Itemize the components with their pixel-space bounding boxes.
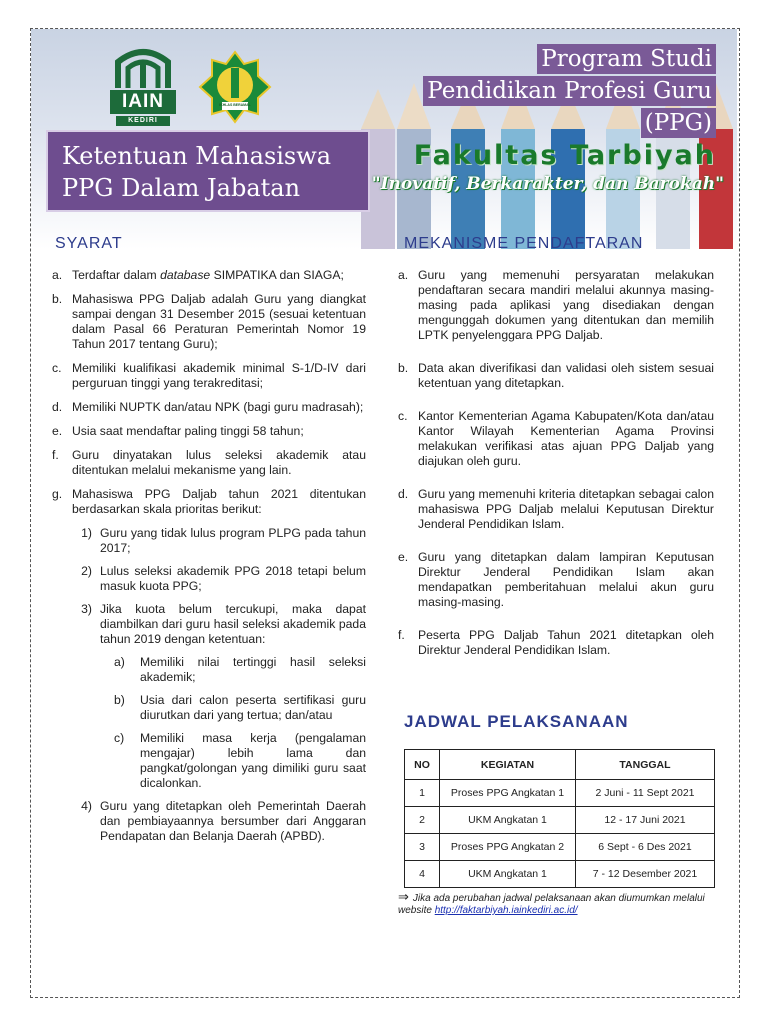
mekanisme-item: e. Guru yang ditetapkan dalam lampiran Keputusan Direktur Jenderal Pendidikan Islam akan mendapatkan pemberitahuan melalui akun guru masing-masing. — [398, 550, 714, 609]
syarat-heading: SYARAT — [55, 235, 123, 252]
mekanisme-item: c. Kantor Kementerian Agama Kabupaten/Kota dan/atau Kantor Wilayah Kementerian Agama Provinsi melakukan verifikasi atas ajuan PPG Daljab yang diajukan oleh guru. — [398, 409, 714, 468]
mekanisme-list — [398, 268, 714, 667]
mekanisme-item: a. Guru yang memenuhi persyaratan melakukan pendaftaran secara mandiri melalui akunnya masing-masing pada aplikasi yang disediakan dengan mengunggah dokumen yang ditentukan dan memilih LPTK penyelenggara PPG Daljab. — [398, 268, 714, 342]
table-row — [405, 807, 715, 834]
document-title-line1: Ketentuan Mahasiswa — [62, 142, 332, 170]
priority-item: 1) Guru yang tidak lulus program PLPG pada tahun 2017; — [81, 526, 366, 555]
syarat-item: c. Memiliki kualifikasi akademik minimal S-1/D-IV dari perguruan tinggi yang terakreditasi; — [52, 361, 366, 390]
schedule-note-text: Jika ada perubahan jadwal pelaksanaan akan diumumkan melalui website — [398, 893, 705, 916]
criteria-item: a) Memiliki nilai tertinggi hasil seleksi akademik; — [114, 655, 366, 684]
document-title-line2: PPG Dalam Jabatan — [62, 174, 301, 202]
mekanisme-item: b. Data akan diverifikasi dan validasi oleh sistem sesuai ketentuan yang ditetapkan. — [398, 361, 714, 390]
mekanisme-item: f. Peserta PPG Daljab Tahun 2021 ditetapkan oleh Direktur Jenderal Pendidikan Islam. — [398, 628, 714, 657]
program-line3: (PPG) — [641, 108, 716, 138]
table-cell: UKM Angkatan 1 — [440, 807, 576, 834]
priority-item: 3) Jika kuota belum tercukupi, maka dapat diambilkan dari guru hasil seleksi akademik pada tahun 2019 dengan ketentuan: — [81, 602, 366, 646]
syarat-list — [52, 268, 366, 852]
syarat-item: f. Guru dinyatakan lulus seleksi akademik atau ditentukan melalui mekanisme yang lain. — [52, 448, 366, 477]
jadwal-heading: JADWAL PELAKSANAAN — [404, 712, 629, 731]
column-header: NO — [405, 750, 440, 780]
mekanisme-item: d. Guru yang memenuhi kriteria ditetapkan sebagai calon mahasiswa PPG Daljab melalui Keputusan Direktur Jenderal Pendidikan Islam. — [398, 487, 714, 531]
table-cell: 3 — [405, 834, 440, 861]
table-cell: 12 - 17 Juni 2021 — [576, 807, 715, 834]
program-line1: Program Studi — [537, 44, 716, 74]
table-header-row — [405, 750, 715, 780]
criteria-item: b) Usia dari calon peserta sertifikasi guru diurutkan dari yang tertua; dan/atau — [114, 693, 366, 722]
document-title-box — [46, 130, 370, 212]
table-cell: 7 - 12 Desember 2021 — [576, 861, 715, 888]
table-row — [405, 834, 715, 861]
program-line2: Pendidikan Profesi Guru — [423, 76, 716, 106]
table-cell: 4 — [405, 861, 440, 888]
column-header: KEGIATAN — [440, 750, 576, 780]
table-cell: 2 Juni - 11 Sept 2021 — [576, 780, 715, 807]
priority-sublist — [52, 526, 366, 844]
iain-logo — [108, 44, 178, 128]
schedule-note — [398, 891, 718, 917]
syarat-item: a. Terdaftar dalam database SIMPATIKA dan SIAGA; — [52, 268, 344, 282]
table-row — [405, 780, 715, 807]
iain-logo-subtext: KEDIRI — [128, 117, 158, 124]
mekanisme-heading: MEKANISME PENDAFTARAN — [404, 235, 644, 252]
column-header: TANGGAL — [576, 750, 715, 780]
criteria-sublist — [72, 655, 366, 791]
priority-item: 4) Guru yang ditetapkan oleh Pemerintah Daerah dan pembiayaannya bersumber dari Anggaran Pendapatan dan Belanja Daerah (APBD). — [81, 799, 366, 843]
syarat-item: g. Mahasiswa PPG Daljab tahun 2021 ditentukan berdasarkan skala prioritas berikut: — [52, 487, 366, 516]
table-cell: UKM Angkatan 1 — [440, 861, 576, 888]
table-cell: 2 — [405, 807, 440, 834]
table-cell: 1 — [405, 780, 440, 807]
iain-logo-text: IAIN — [122, 91, 164, 112]
syarat-item: e. Usia saat mendaftar paling tinggi 58 tahun; — [52, 424, 304, 438]
faculty-motto: "Inovatif, Berkarakter, dan Barokah" — [371, 174, 724, 194]
kemenag-logo-text: IKHLAS BERAMAL — [219, 103, 251, 107]
syarat-item: b. Mahasiswa PPG Daljab adalah Guru yang diangkat sampai dengan 31 Desember 2015 (sesuai ketentuan dalam Pasal 66 Peraturan Pemerintah Nomor 19 Tahun 2017 tentang Guru); — [52, 292, 366, 351]
faculty-name: Fakultas Tarbiyah — [413, 140, 716, 171]
criteria-item: c) Memiliki masa kerja (pengalaman mengajar) lebih lama dan pangkat/golongan yang dimiliki guru saat dicalonkan. — [114, 731, 366, 790]
table-cell: Proses PPG Angkatan 1 — [440, 780, 576, 807]
table-cell: 6 Sept - 6 Des 2021 — [576, 834, 715, 861]
schedule-table — [404, 749, 715, 888]
arrow-right-icon: ⇒ — [398, 889, 409, 904]
table-cell: Proses PPG Angkatan 2 — [440, 834, 576, 861]
syarat-item: d. Memiliki NUPTK dan/atau NPK (bagi guru madrasah); — [52, 400, 364, 414]
faculty-website-link[interactable]: http://faktarbiyah.iainkediri.ac.id/ — [434, 905, 578, 916]
kemenag-logo — [198, 50, 272, 124]
priority-item: 2) Lulus seleksi akademik PPG 2018 tetapi belum masuk kuota PPG; — [81, 564, 366, 593]
table-row — [405, 861, 715, 888]
